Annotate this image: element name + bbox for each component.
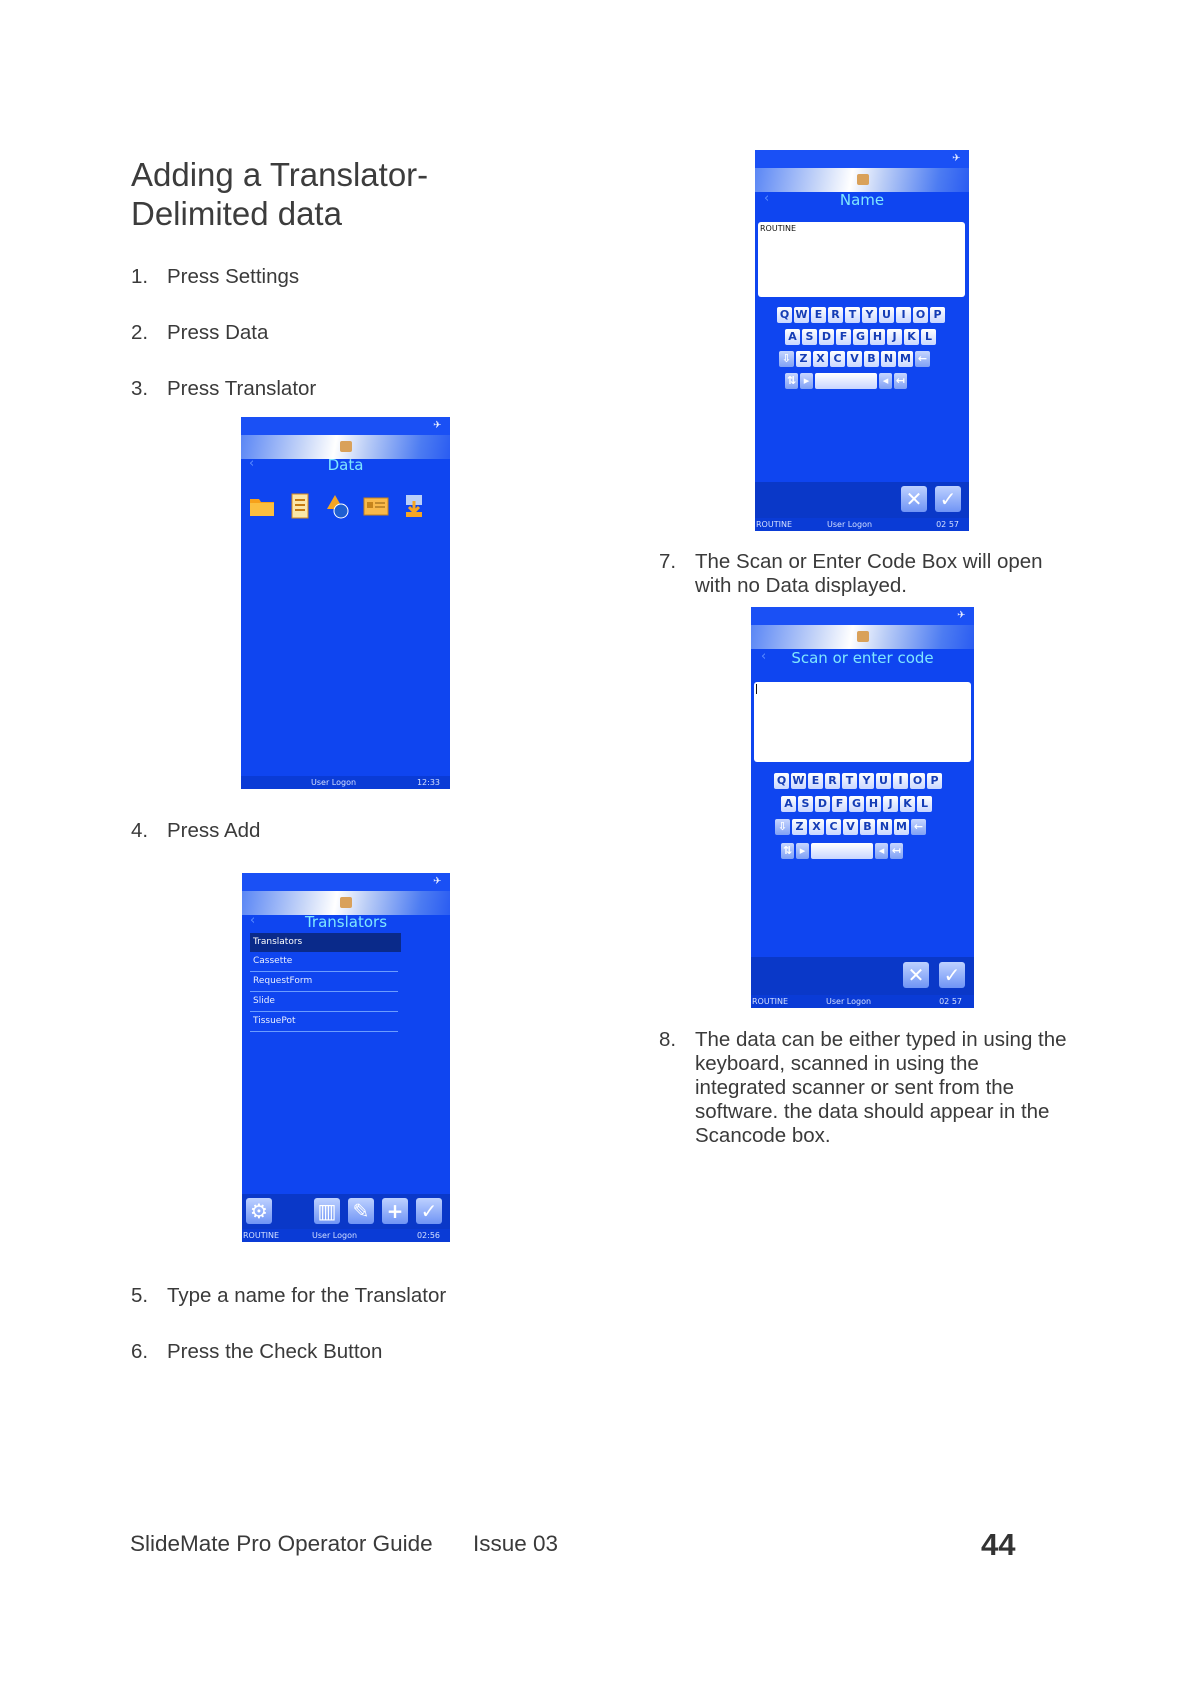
backspace-icon[interactable]: ←	[911, 819, 926, 835]
signal-icon: ✈	[433, 420, 442, 431]
step-text: software. the data should appear in the	[695, 1100, 1050, 1123]
cancel-button[interactable]	[903, 962, 929, 988]
user-logon-label: User Logon	[311, 778, 357, 787]
key-c[interactable]: C	[826, 819, 841, 835]
step-text: keyboard, scanned in using the	[695, 1052, 979, 1075]
key-o[interactable]: O	[913, 307, 928, 323]
key-l[interactable]: L	[921, 329, 936, 345]
delete-button[interactable]	[314, 1198, 340, 1224]
plus-icon: +	[386, 1199, 404, 1223]
document-icon[interactable]	[287, 493, 313, 519]
key-q[interactable]: Q	[777, 307, 792, 323]
check-button[interactable]	[939, 962, 965, 988]
step-number: 4.	[131, 819, 149, 842]
step-5	[131, 1284, 551, 1310]
key-s[interactable]: S	[798, 796, 813, 812]
check-button[interactable]	[935, 486, 961, 512]
step-text: Press Settings	[167, 265, 300, 288]
step-number: 7.	[659, 550, 677, 573]
scan-code-value	[756, 684, 757, 694]
back-icon[interactable]: ‹	[249, 456, 255, 471]
key-d[interactable]: D	[815, 796, 830, 812]
key-r[interactable]: R	[825, 773, 840, 789]
key-r[interactable]: R	[828, 307, 843, 323]
user-logon-label: User Logon	[827, 520, 873, 529]
list-item-tissuepot[interactable]: TissuePot	[250, 1012, 398, 1032]
routine-label: ROUTINE	[752, 997, 788, 1006]
user-logon-label: User Logon	[826, 997, 872, 1006]
step-text: Press Add	[167, 819, 261, 842]
clock: 02:56	[416, 1231, 440, 1240]
list-item-cassette[interactable]: Cassette	[250, 952, 398, 972]
name-input[interactable]	[758, 222, 965, 297]
key-u[interactable]: U	[879, 307, 894, 323]
scan-screen	[751, 607, 974, 1008]
folder-icon[interactable]	[249, 493, 275, 519]
cursor-right-icon[interactable]: ▸	[796, 843, 809, 859]
enter-icon[interactable]: ↤	[895, 374, 906, 387]
home-icon[interactable]	[340, 897, 352, 908]
space-bar[interactable]	[811, 843, 873, 859]
symbols-icon[interactable]: ⇅	[786, 374, 797, 387]
check-icon: ✓	[939, 487, 957, 511]
key-m[interactable]: M	[898, 351, 913, 367]
status-bar	[755, 518, 969, 531]
key-b[interactable]: B	[864, 351, 879, 367]
status-bar	[751, 995, 974, 1008]
name-screen	[755, 150, 969, 531]
key-l[interactable]: L	[917, 796, 932, 812]
keyboard-row-3	[779, 351, 930, 367]
step-text: The data can be either typed in using the	[695, 1028, 1067, 1051]
key-w[interactable]: W	[795, 308, 808, 321]
top-bar	[242, 873, 450, 891]
key-a[interactable]: A	[785, 329, 800, 345]
signal-icon: ✈	[957, 610, 966, 621]
key-i[interactable]: I	[896, 307, 911, 323]
confirm-button[interactable]	[416, 1198, 442, 1224]
list-item-slide[interactable]: Slide	[250, 992, 398, 1012]
routine-label: ROUTINE	[243, 1231, 279, 1240]
settings-button[interactable]	[246, 1198, 272, 1224]
home-icon[interactable]	[340, 441, 352, 452]
key-g[interactable]: G	[849, 796, 864, 812]
trash-icon: ▥	[317, 1199, 337, 1223]
screen-title: Data	[327, 456, 364, 474]
key-p[interactable]: P	[927, 773, 942, 789]
step-6	[131, 1340, 551, 1366]
key-f[interactable]: F	[832, 796, 847, 812]
step-text: with no Data displayed.	[695, 574, 907, 597]
keyboard-row-4	[781, 843, 903, 859]
step-number: 3.	[131, 377, 149, 400]
step-4	[131, 819, 551, 845]
key-y[interactable]: Y	[862, 307, 877, 323]
cursor-left-icon[interactable]: ◂	[875, 843, 888, 859]
key-b[interactable]: B	[860, 819, 875, 835]
close-icon: ✕	[905, 487, 923, 511]
pencil-icon: ✎	[352, 1199, 370, 1223]
key-a[interactable]: A	[781, 796, 796, 812]
close-icon: ✕	[907, 963, 925, 987]
step-number: 1.	[131, 265, 149, 288]
step-7	[659, 550, 1089, 604]
keyboard-row-1	[774, 773, 942, 789]
key-t[interactable]: T	[842, 773, 857, 789]
shift-icon[interactable]: ⇩	[779, 351, 794, 367]
key-y[interactable]: Y	[859, 773, 874, 789]
status-bar	[241, 776, 450, 789]
key-z[interactable]: Z	[796, 351, 811, 367]
keyboard-row-2	[781, 796, 932, 812]
key-f[interactable]: F	[836, 329, 851, 345]
page-title	[131, 155, 491, 233]
step-number: 8.	[659, 1028, 677, 1051]
key-j[interactable]: J	[883, 796, 898, 812]
step-text: Scancode box.	[695, 1124, 831, 1147]
step-text: The Scan or Enter Code Box will open	[695, 550, 1043, 573]
translator-list	[250, 933, 398, 1032]
id-card-icon[interactable]	[363, 493, 389, 519]
step-8	[659, 1028, 1089, 1158]
data-icon-row	[249, 493, 427, 519]
clock: 12:33	[416, 778, 440, 787]
list-item-translators[interactable]: Translators	[250, 933, 401, 952]
step-number: 2.	[131, 321, 149, 344]
data-screen	[241, 417, 450, 789]
step-1	[131, 265, 551, 291]
key-p[interactable]: P	[930, 307, 945, 323]
clock: 02 57	[939, 997, 962, 1006]
enter-icon[interactable]: ↤	[891, 844, 902, 857]
key-n[interactable]: N	[881, 351, 896, 367]
step-text: Press Translator	[167, 377, 317, 400]
key-e[interactable]: E	[808, 773, 823, 789]
key-x[interactable]: X	[813, 351, 828, 367]
step-text: Type a name for the Translator	[167, 1284, 447, 1307]
user-logon-label: User Logon	[312, 1231, 358, 1240]
key-v[interactable]: V	[847, 351, 862, 367]
check-icon: ✓	[420, 1199, 438, 1223]
back-icon[interactable]: ‹	[250, 913, 256, 928]
key-z[interactable]: Z	[792, 819, 807, 835]
key-i[interactable]: I	[893, 773, 908, 789]
step-number: 6.	[131, 1340, 149, 1363]
key-k[interactable]: K	[904, 329, 919, 345]
key-w[interactable]: W	[792, 774, 805, 787]
scan-code-input[interactable]	[754, 682, 971, 762]
top-bar	[755, 150, 969, 168]
key-m[interactable]: M	[894, 819, 909, 835]
top-bar	[751, 607, 974, 625]
screen-title: Name	[839, 191, 885, 209]
download-icon[interactable]	[401, 493, 427, 519]
shapes-icon[interactable]	[325, 493, 351, 519]
clock: 02 57	[936, 520, 959, 529]
step-number: 5.	[131, 1284, 149, 1307]
gear-icon: ⚙	[250, 1199, 268, 1223]
cursor-left-icon[interactable]: ◂	[879, 373, 892, 389]
key-u[interactable]: U	[876, 773, 891, 789]
page-number: 44	[981, 1527, 1016, 1562]
step-text: Press the Check Button	[167, 1340, 383, 1363]
step-3	[131, 377, 551, 403]
keyboard-row-1	[777, 307, 945, 323]
back-icon[interactable]: ‹	[761, 649, 767, 664]
footer-guide-title: SlideMate Pro Operator Guide	[130, 1531, 433, 1556]
cursor-right-icon[interactable]: ▸	[800, 373, 813, 389]
translators-screen	[242, 873, 450, 1242]
check-icon: ✓	[943, 963, 961, 987]
footer-issue: Issue 03	[473, 1531, 559, 1556]
key-h[interactable]: H	[866, 796, 881, 812]
key-o[interactable]: O	[910, 773, 925, 789]
key-h[interactable]: H	[870, 329, 885, 345]
key-q[interactable]: Q	[774, 773, 789, 789]
name-input-value: ROUTINE	[760, 224, 796, 233]
keyboard-row-2	[785, 329, 936, 345]
key-j[interactable]: J	[887, 329, 902, 345]
page-title-line-2: Delimited data	[131, 195, 342, 232]
step-2	[131, 321, 551, 347]
key-g[interactable]: G	[853, 329, 868, 345]
space-bar[interactable]	[815, 373, 877, 389]
key-c[interactable]: C	[830, 351, 845, 367]
back-icon[interactable]: ‹	[764, 191, 770, 206]
routine-label: ROUTINE	[756, 520, 792, 529]
screen-title: Translators	[304, 913, 388, 931]
symbols-icon[interactable]: ⇅	[782, 844, 793, 857]
home-icon[interactable]	[857, 631, 869, 642]
cancel-button[interactable]	[901, 486, 927, 512]
step-text: integrated scanner or sent from the	[695, 1076, 1015, 1099]
home-icon[interactable]	[857, 174, 869, 185]
page-title-line-1: Adding a Translator-	[131, 156, 429, 193]
shift-icon[interactable]: ⇩	[775, 819, 790, 835]
key-t[interactable]: T	[845, 307, 860, 323]
key-n[interactable]: N	[877, 819, 892, 835]
keyboard-row-3	[775, 819, 926, 835]
step-text: Press Data	[167, 321, 269, 344]
edit-button[interactable]	[348, 1198, 374, 1224]
key-x[interactable]: X	[809, 819, 824, 835]
list-item-requestform[interactable]: RequestForm	[250, 972, 398, 992]
backspace-icon[interactable]: ←	[915, 351, 930, 367]
key-k[interactable]: K	[900, 796, 915, 812]
signal-icon: ✈	[952, 153, 961, 164]
key-s[interactable]: S	[802, 329, 817, 345]
key-v[interactable]: V	[843, 819, 858, 835]
add-button[interactable]	[382, 1198, 408, 1224]
key-e[interactable]: E	[811, 307, 826, 323]
keyboard-row-4	[785, 373, 907, 389]
key-d[interactable]: D	[819, 329, 834, 345]
status-bar	[242, 1229, 450, 1242]
screen-title: Scan or enter code	[791, 649, 934, 667]
signal-icon: ✈	[433, 876, 442, 887]
top-bar	[241, 417, 450, 435]
